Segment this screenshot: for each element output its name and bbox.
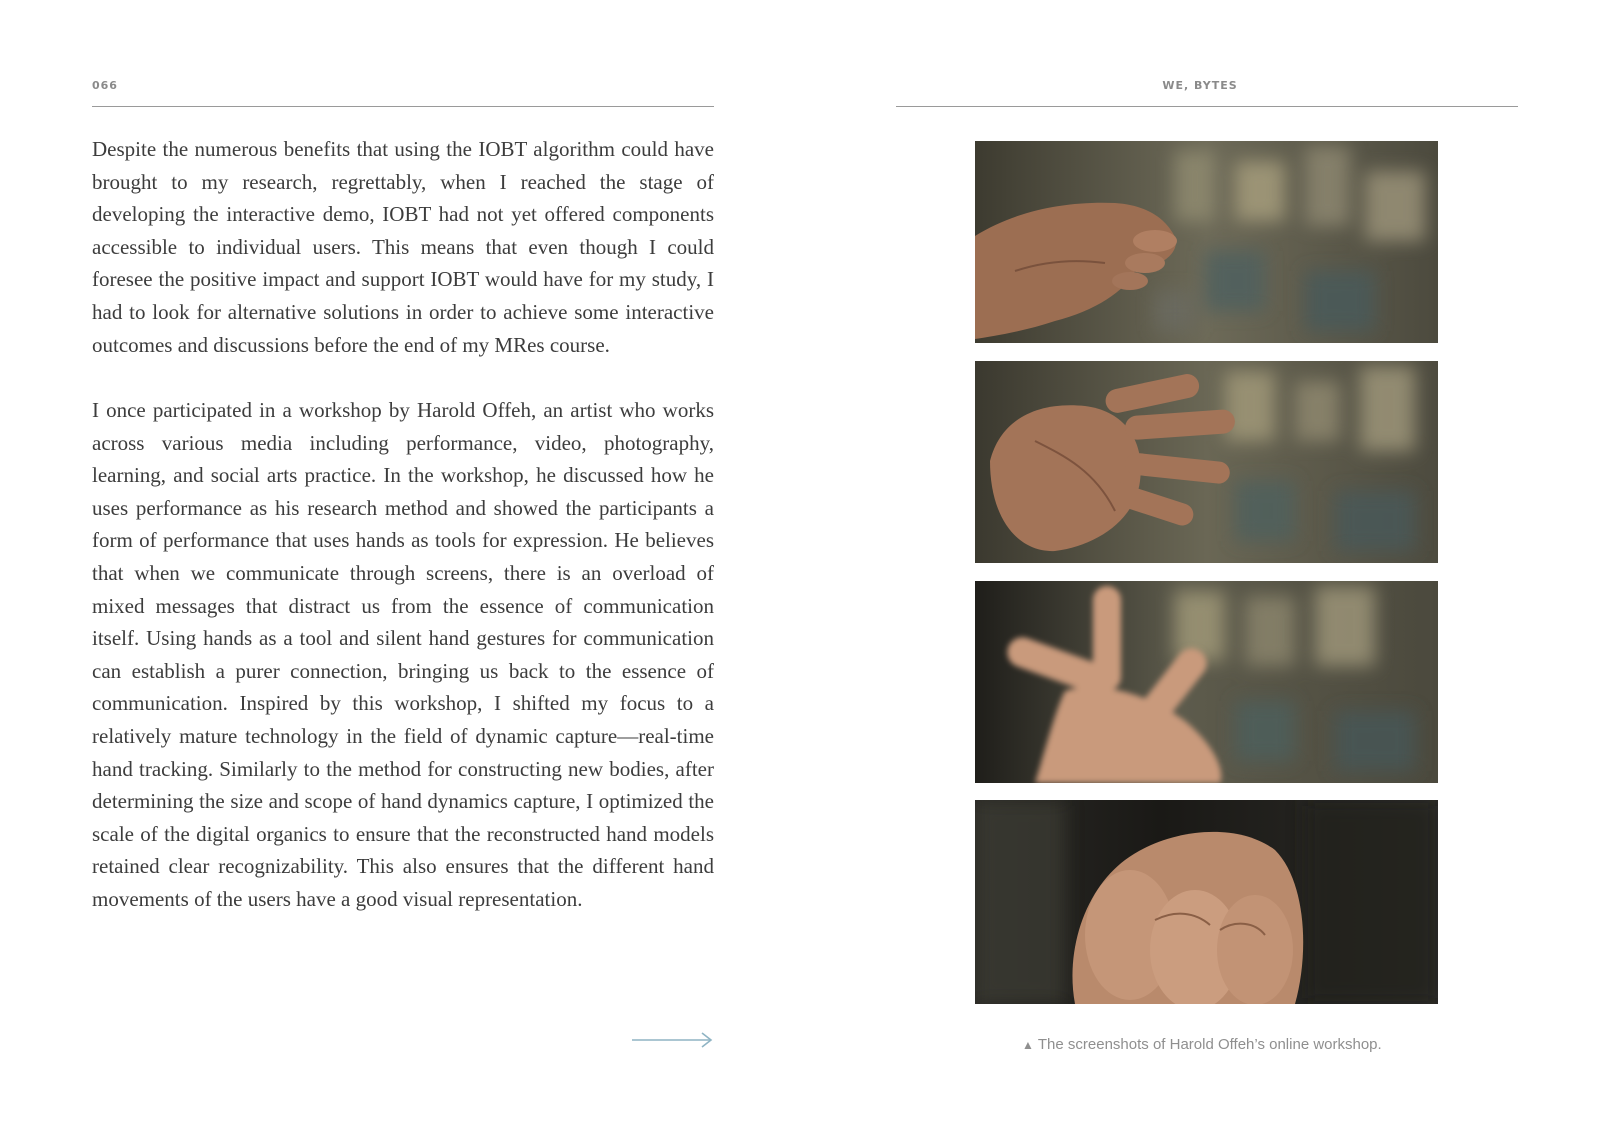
workshop-screenshot-4 — [975, 800, 1438, 1004]
page-number: 066 — [92, 79, 118, 92]
running-title: WE, BYTES — [1162, 79, 1238, 92]
workshop-screenshot-1 — [975, 141, 1438, 343]
body-paragraph-1: Despite the numerous benefits that using the IOBT algorithm could have brought to my research, regrettably, when I reached the stage of developing the interactive demo, IOBT had not yet offered components accessible to individual users. This means that even though I could foresee the positive impact and support IOBT would have for my study, I had to look for alternative solutions in order to achieve some interactive outcomes and discussions before the end of my MRes course. — [92, 137, 714, 357]
workshop-screenshot-2 — [975, 361, 1438, 563]
arrow-right-icon[interactable] — [630, 1030, 714, 1050]
figure-caption — [1022, 1036, 1382, 1053]
caption-text: The screenshots of Harold Offeh’s online workshop. — [1037, 1036, 1382, 1053]
workshop-screenshot-3 — [975, 581, 1438, 783]
caption-triangle-icon: ▲ — [1022, 1038, 1034, 1052]
body-paragraph-2: I once participated in a workshop by Harold Offeh, an artist who works across various media including performance, video, photography, learning, and social arts practice. In the workshop, he discussed how he uses performance as his research method and showed the participants a form of performance that uses hands as tools for expression. He believes that when we communicate through screens, there is an overload of mixed messages that distract us from the essence of communication itself. Using hands as a tool and silent hand gestures for communication can establish a purer connection, bringing us back to the essence of communication. Inspired by this workshop, I shifted my focus to a relatively mature technology in the field of dynamic capture—real-time hand tracking. Similarly to the method for constructing new bodies, after determining the size and scope of hand dynamics capture, I optimized the scale of the digital organics to ensure that the reconstructed hand models retained clear recognizability. This also ensures that the different hand movements of the users have a good visual representation. — [92, 398, 714, 911]
header-rule-right — [896, 106, 1518, 107]
header-rule-left — [92, 106, 714, 107]
